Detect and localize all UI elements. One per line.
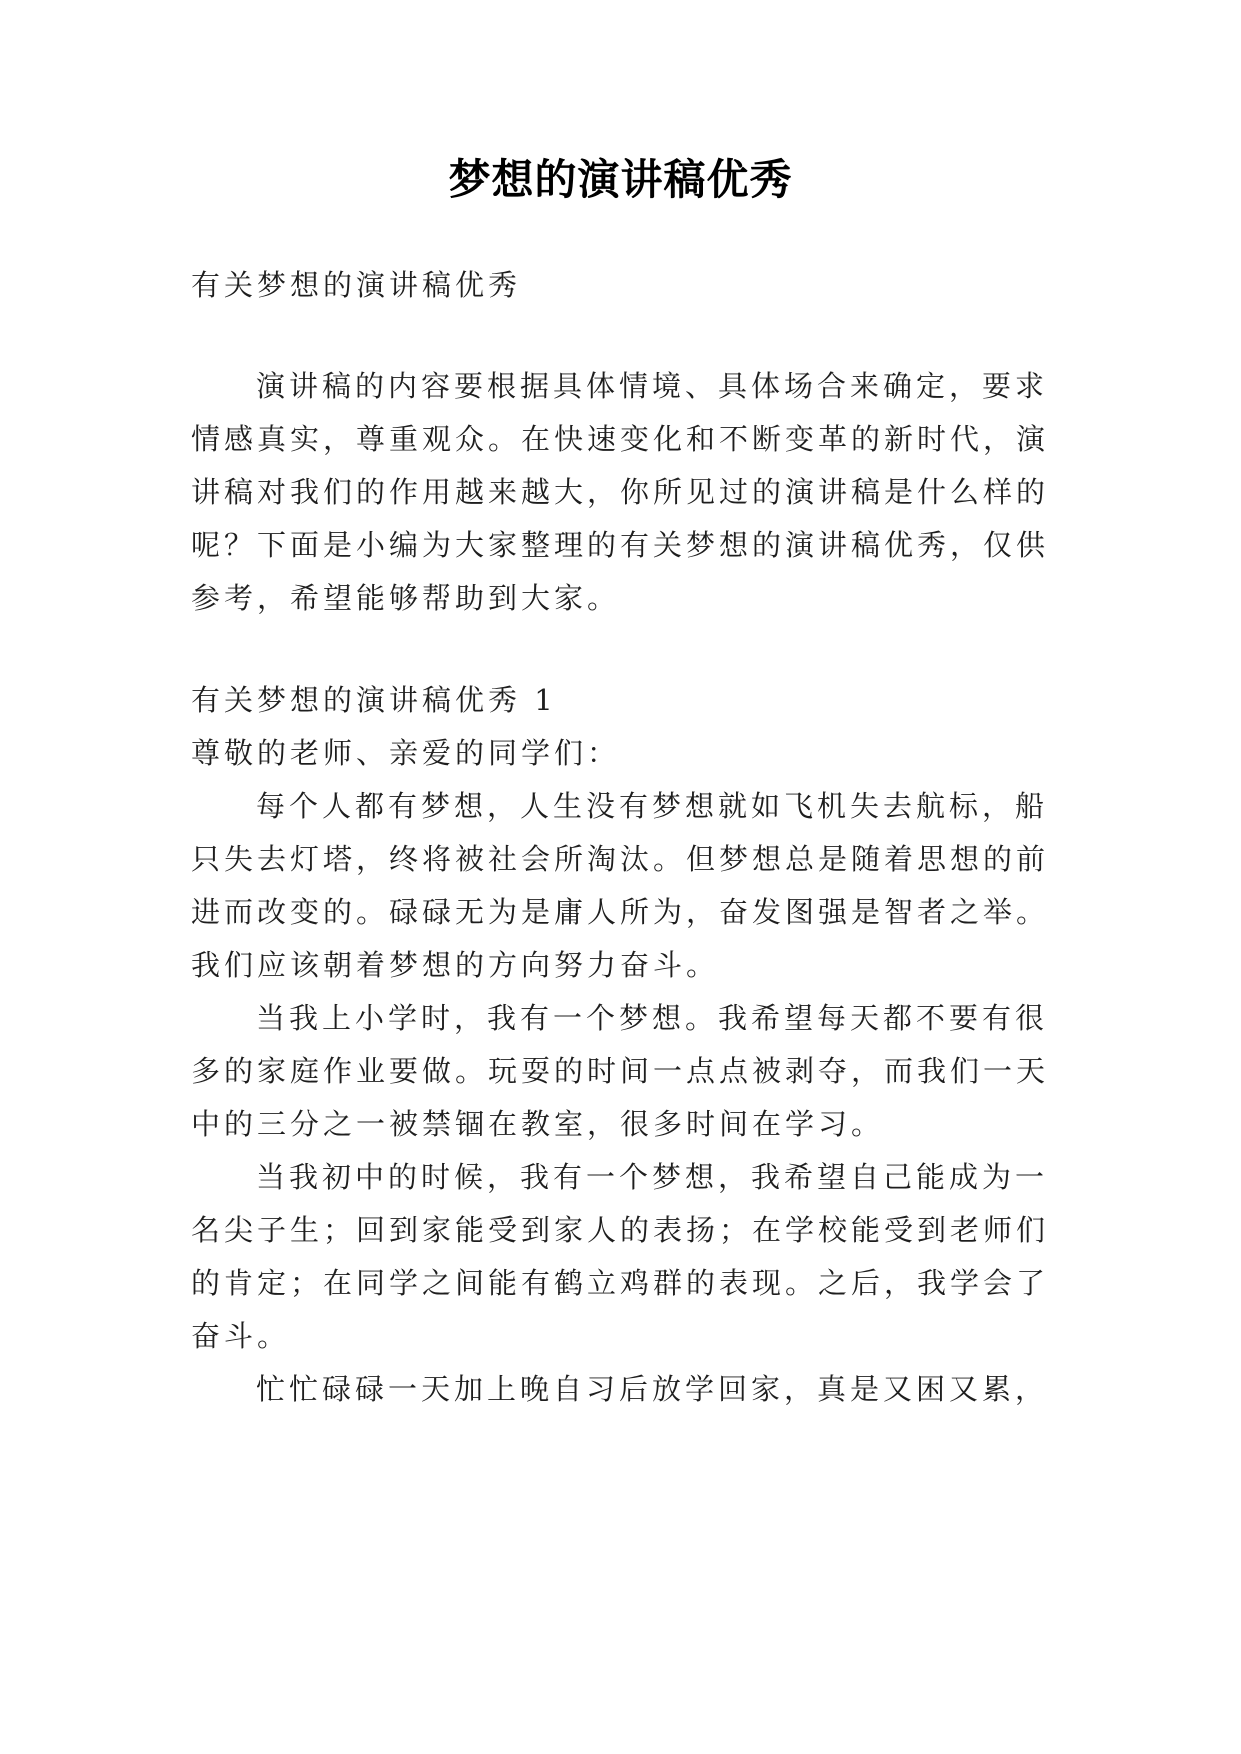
salutation: 尊敬的老师、亲爱的同学们： — [191, 736, 621, 770]
intro-line: 情感真实，尊重观众。在快速变化和不断变革的新时代，演 — [191, 422, 1050, 456]
paragraph-line: 中的三分之一被禁锢在教室，很多时间在学习。 — [191, 1107, 885, 1141]
paragraph-line: 我们应该朝着梦想的方向努力奋斗。 — [191, 948, 720, 982]
document-subtitle: 有关梦想的演讲稿优秀 — [191, 268, 522, 302]
intro-line: 呢？下面是小编为大家整理的有关梦想的演讲稿优秀，仅供 — [191, 528, 1050, 562]
paragraph-line: 只失去灯塔，终将被社会所淘汰。但梦想总是随着思想的前 — [191, 842, 1050, 876]
paragraph-line: 奋斗。 — [191, 1319, 291, 1353]
intro-line: 讲稿对我们的作用越来越大，你所见过的演讲稿是什么样的 — [191, 475, 1050, 509]
intro-line: 参考，希望能够帮助到大家。 — [191, 581, 621, 615]
paragraph-line: 的肯定；在同学之间能有鹤立鸡群的表现。之后，我学会了 — [191, 1266, 1050, 1300]
paragraph-line: 当我初中的时候，我有一个梦想，我希望自己能成为一 — [256, 1160, 1049, 1194]
paragraph-line: 每个人都有梦想，人生没有梦想就如飞机失去航标，船 — [256, 789, 1049, 823]
paragraph-line: 忙忙碌碌一天加上晚自习后放学回家，真是又困又累， — [256, 1372, 1049, 1406]
paragraph-line: 进而改变的。碌碌无为是庸人所为，奋发图强是智者之举。 — [191, 895, 1050, 929]
section-heading: 有关梦想的演讲稿优秀 1 — [191, 683, 557, 717]
document-title: 梦想的演讲稿优秀 — [448, 155, 793, 204]
paragraph-line: 多的家庭作业要做。玩耍的时间一点点被剥夺，而我们一天 — [191, 1054, 1050, 1088]
paragraph-line: 当我上小学时，我有一个梦想。我希望每天都不要有很 — [256, 1001, 1049, 1035]
intro-line: 演讲稿的内容要根据具体情境、具体场合来确定，要求 — [256, 369, 1049, 403]
paragraph-line: 名尖子生；回到家能受到家人的表扬；在学校能受到老师们 — [191, 1213, 1050, 1247]
